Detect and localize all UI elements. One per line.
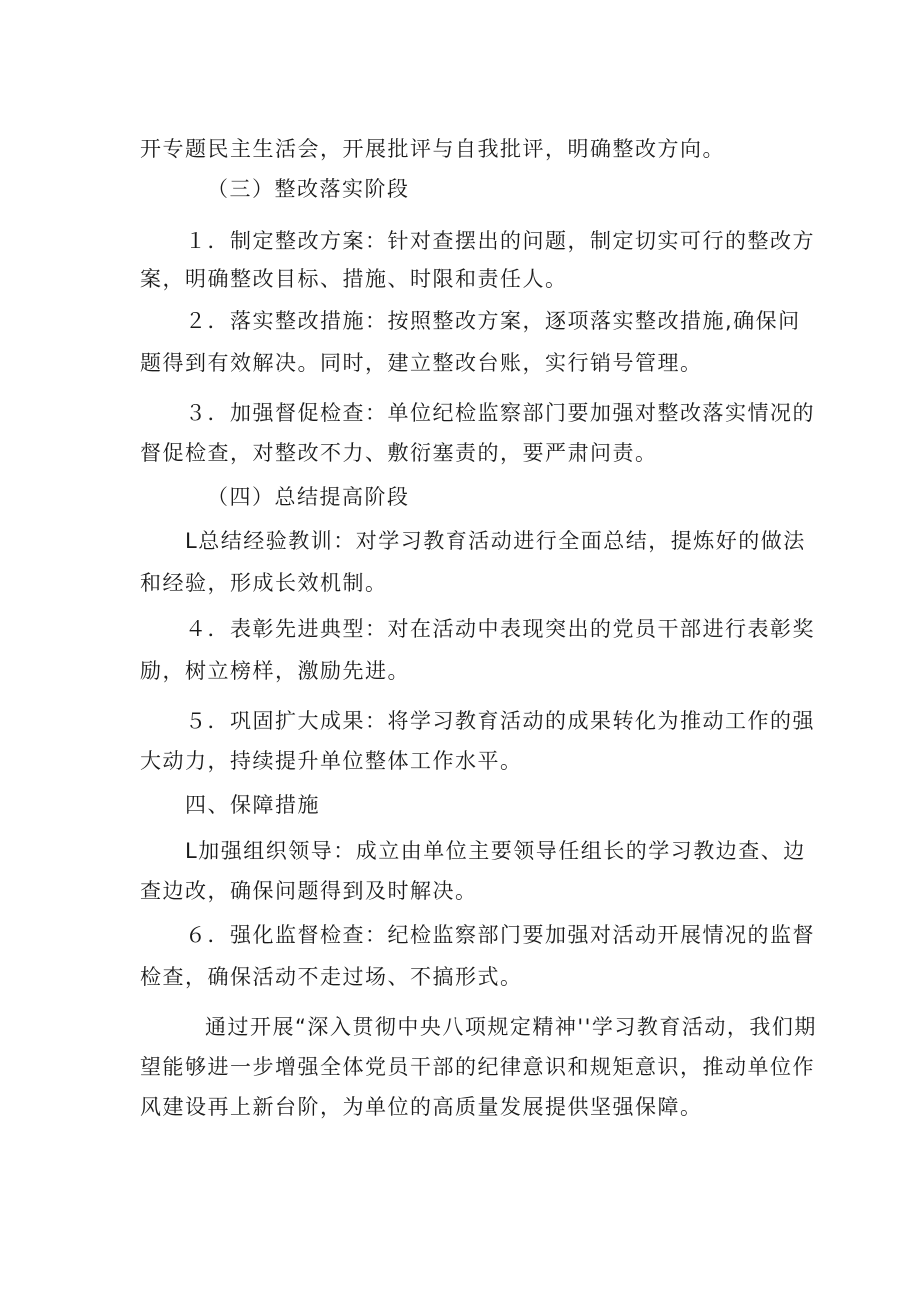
subsection-heading-three: （三）整改落实阶段 (207, 177, 410, 201)
text-line: １．制定整改方案：针对查摆出的问题，制定切实可行的整改方 (185, 229, 815, 253)
text-line: 通过开展“深入贯彻中央八项规定精神''学习教育活动，我们期 (205, 1015, 817, 1039)
text-line: L加强组织领导：成立由单位主要领导任组长的学习教边查、边 (185, 839, 806, 863)
text-line: 督促检查，对整改不力、敷衍塞责的，要严肃问责。 (140, 441, 658, 465)
text-line: 检查，确保活动不走过场、不搞形式。 (140, 965, 523, 989)
text-line: ５．巩固扩大成果：将学习教育活动的成果转化为推动工作的强 (185, 709, 815, 733)
text-line: 题得到有效解决。同时，建立整改台账，实行销号管理。 (140, 351, 703, 375)
text-line: 风建设再上新台阶，为单位的高质量发展提供坚强保障。 (140, 1095, 703, 1119)
text-line: ３．加强督促检查：单位纪检监察部门要加强对整改落实情况的 (185, 401, 815, 425)
text-line: 案，明确整改目标、措施、时限和责任人。 (140, 267, 568, 291)
subsection-heading-four: （四）总结提高阶段 (207, 485, 410, 509)
section-heading-four: 四、保障措施 (185, 793, 320, 817)
text-line: ２．落实整改措施：按照整改方案，逐项落实整改措施,确保问 (185, 309, 801, 333)
text-line: 查边改，确保问题得到及时解决。 (140, 879, 478, 903)
text-line: ４．表彰先进典型：对在活动中表现突出的党员干部进行表彰奖 (185, 617, 815, 641)
text-line: 大动力，持续提升单位整体工作水平。 (140, 749, 523, 773)
text-line: 开专题民主生活会，开展批评与自我批评，明确整改方向。 (140, 137, 725, 161)
text-line: L总结经验教训：对学习教育活动进行全面总结，提炼好的做法 (185, 529, 806, 553)
text-line: 励，树立榜样，激励先进。 (140, 659, 410, 683)
text-line: ６．强化监督检查：纪检监察部门要加强对活动开展情况的监督 (185, 923, 815, 947)
text-line: 和经验，形成长效机制。 (140, 571, 388, 595)
text-line: 望能够进一步增强全体党员干部的纪律意识和规矩意识，推动单位作 (140, 1055, 815, 1079)
